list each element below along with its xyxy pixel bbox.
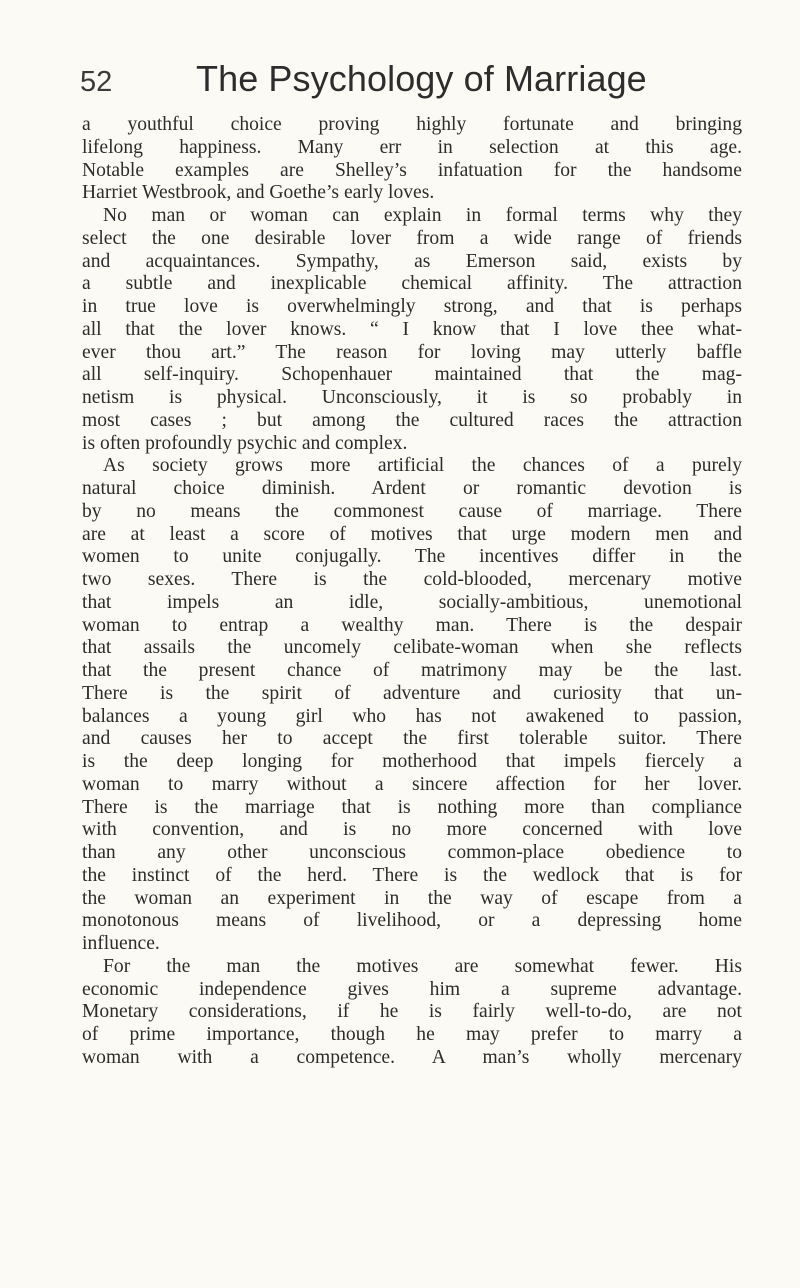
text-line: the woman an experiment in the way of escape from a <box>82 887 742 909</box>
text-line: the instinct of the herd. There is the wedlock that is for <box>82 864 742 886</box>
text-line: influence. <box>82 933 160 954</box>
text-line: natural choice diminish. Ardent or romantic devotion is <box>82 478 742 499</box>
text-line: balances a young girl who has not awakened to passion, <box>82 705 742 727</box>
body-text <box>82 114 742 1070</box>
text-line: with convention, and is no more concerned with love <box>82 819 742 841</box>
text-line: than any other unconscious common-place obedience to <box>82 842 742 863</box>
text-line: all that the lover knows. “ I know that I love thee what- <box>82 318 742 340</box>
text-line: that impels an idle, socially-ambitious, unemotional <box>82 591 742 613</box>
text-line: and acquaintances. Sympathy, as Emerson said, exists by <box>82 250 742 272</box>
text-line: No man or woman can explain in formal terms why they <box>103 205 742 226</box>
text-line: There is the spirit of adventure and curiosity that un- <box>82 682 742 704</box>
text-line: select the one desirable lover from a wide range of friends <box>82 227 742 249</box>
text-line: Harriet Westbrook, and Goethe’s early loves. <box>82 182 435 204</box>
page-header <box>80 58 740 108</box>
text-line: and causes her to accept the first tolerable suitor. There <box>82 728 742 750</box>
text-line: ever thou art.” The reason for loving may utterly baffle <box>82 341 742 363</box>
text-line: in true love is overwhelmingly strong, and that is perhaps <box>82 296 742 317</box>
text-line: As society grows more artificial the chances of a purely <box>103 455 742 477</box>
text-line: a youthful choice proving highly fortunate and bringing <box>82 114 742 135</box>
text-line: two sexes. There is the cold-blooded, mercenary motive <box>82 569 742 590</box>
text-line: woman to entrap a wealthy man. There is the despair <box>82 614 742 636</box>
text-line: woman to marry without a sincere affection for her lover. <box>82 773 742 795</box>
text-line: Notable examples are Shelley’s infatuation for the handsome <box>82 159 742 181</box>
text-line: women to unite conjugally. The incentives differ in the <box>82 546 742 568</box>
text-line: For the man the motives are somewhat fewer. His <box>103 955 742 977</box>
text-line: are at least a score of motives that urge modern men and <box>82 523 742 545</box>
running-title: The Psychology of Marriage <box>196 58 647 99</box>
text-line: economic independence gives him a supreme advantage. <box>82 978 742 1000</box>
text-line: most cases ; but among the cultured races the attraction <box>82 409 742 431</box>
text-line: of prime importance, though he may prefer to marry a <box>82 1024 742 1045</box>
page-number: 52 <box>80 66 113 98</box>
text-line: that the present chance of matrimony may be the last. <box>82 660 742 681</box>
text-line: Monetary considerations, if he is fairly well-to-do, are not <box>82 1001 742 1023</box>
text-line: that assails the uncomely celibate-woman when she reflects <box>82 637 742 659</box>
text-line: by no means the commonest cause of marriage. There <box>82 500 742 522</box>
text-line: all self-inquiry. Schopenhauer maintained that the mag- <box>82 364 742 386</box>
text-line: is the deep longing for motherhood that impels fiercely a <box>82 751 742 772</box>
text-line: woman with a competence. A man’s wholly mercenary <box>82 1046 742 1068</box>
text-line: is often profoundly psychic and complex. <box>82 432 408 454</box>
text-line: monotonous means of livelihood, or a depressing home <box>82 910 742 932</box>
text-line: netism is physical. Unconsciously, it is so probably in <box>82 387 742 408</box>
text-line: lifelong happiness. Many err in selection at this age. <box>82 136 742 158</box>
text-line: a subtle and inexplicable chemical affinity. The attraction <box>82 273 742 295</box>
text-line: There is the marriage that is nothing more than compliance <box>82 796 742 818</box>
